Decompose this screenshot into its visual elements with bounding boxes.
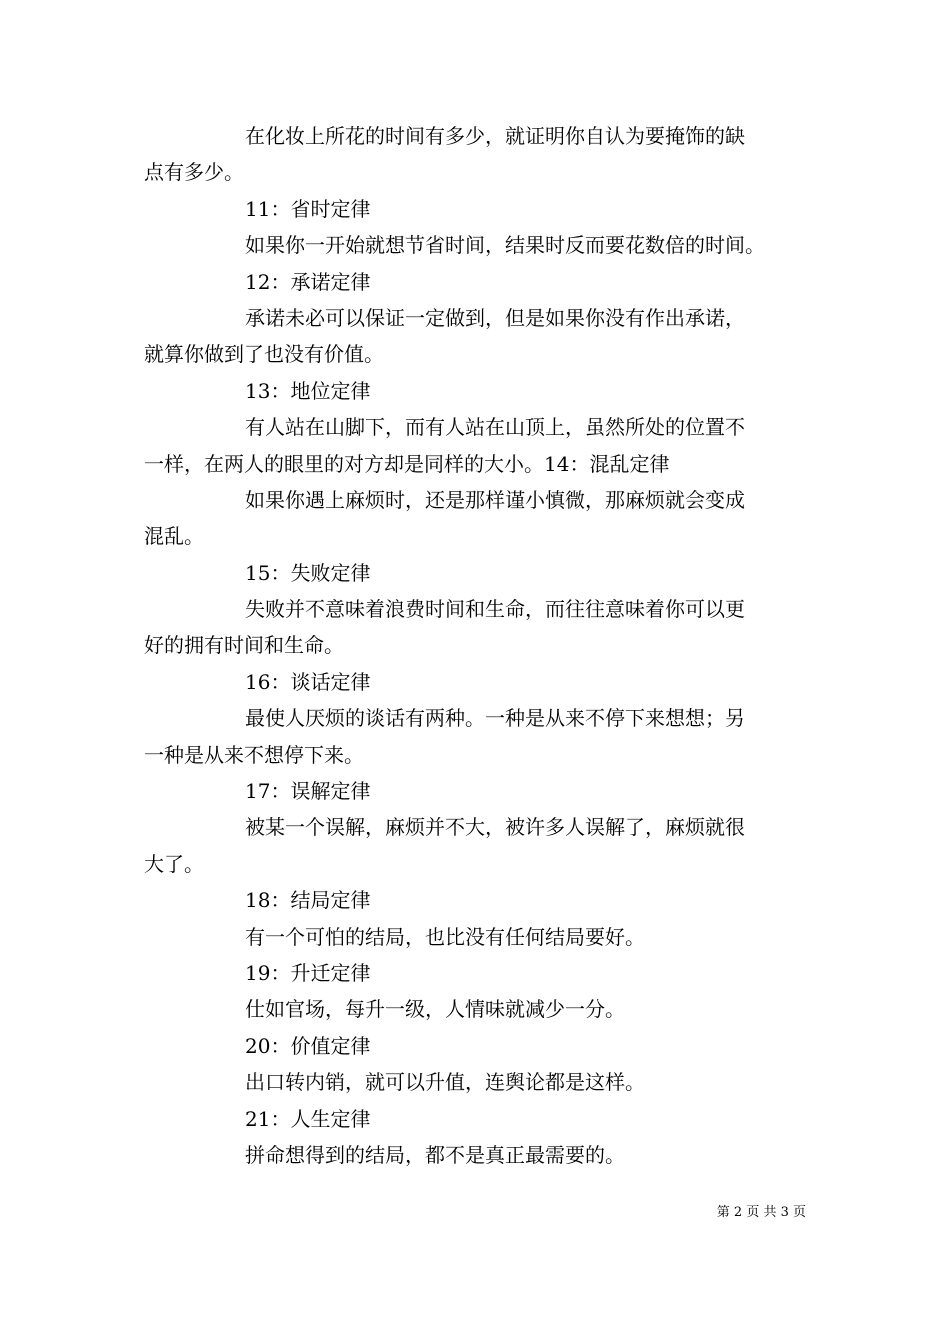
text-line: 承诺未必可以保证一定做到，但是如果你没有作出承诺， <box>245 305 745 330</box>
document-body <box>144 118 810 1173</box>
section-heading: 21：人生定律 <box>245 1106 371 1131</box>
text-line: 如果你遇上麻烦时，还是那样谨小慎微，那麻烦就会变成 <box>245 487 745 512</box>
text-line: 一样，在两人的眼里的对方却是同样的大小。14：混乱定律 <box>144 451 670 476</box>
section-heading: 17：误解定律 <box>245 779 371 804</box>
section-heading: 18：结局定律 <box>245 888 371 913</box>
text-line: 一种是从来不想停下来。 <box>144 742 364 767</box>
text-line: 就算你做到了也没有价值。 <box>144 342 384 367</box>
text-line: 点有多少。 <box>144 160 244 185</box>
text-line: 有人站在山脚下，而有人站在山顶上，虽然所处的位置不 <box>245 415 745 440</box>
text-line: 大了。 <box>144 851 204 876</box>
text-line: 最使人厌烦的谈话有两种。一种是从来不停下来想想；另 <box>245 706 745 731</box>
text-line: 拼命想得到的结局，都不是真正最需要的。 <box>245 1142 625 1167</box>
text-line: 仕如官场，每升一级，人情味就减少一分。 <box>245 997 625 1022</box>
page-number-footer: 第 2 页 共 3 页 <box>716 1205 806 1220</box>
text-line: 混乱。 <box>144 524 204 549</box>
text-line: 如果你一开始就想节省时间，结果时反而要花数倍的时间。 <box>245 233 765 258</box>
text-line: 有一个可怕的结局，也比没有任何结局要好。 <box>245 924 645 949</box>
text-line: 好的拥有时间和生命。 <box>144 633 344 658</box>
section-heading: 15：失败定律 <box>245 560 371 585</box>
text-line: 失败并不意味着浪费时间和生命，而往往意味着你可以更 <box>245 597 745 622</box>
section-heading: 20：价值定律 <box>245 1033 371 1058</box>
section-heading: 13：地位定律 <box>245 378 371 403</box>
section-heading: 19：升迁定律 <box>245 960 371 985</box>
text-line: 在化妆上所花的时间有多少，就证明你自认为要掩饰的缺 <box>245 124 745 148</box>
section-heading: 16：谈话定律 <box>245 669 371 694</box>
text-line: 被某一个误解，麻烦并不大，被许多人误解了，麻烦就很 <box>245 815 745 840</box>
section-heading: 12：承诺定律 <box>245 269 371 294</box>
section-heading: 11：省时定律 <box>245 196 371 221</box>
text-line: 出口转内销，就可以升值，连舆论都是这样。 <box>245 1070 645 1095</box>
